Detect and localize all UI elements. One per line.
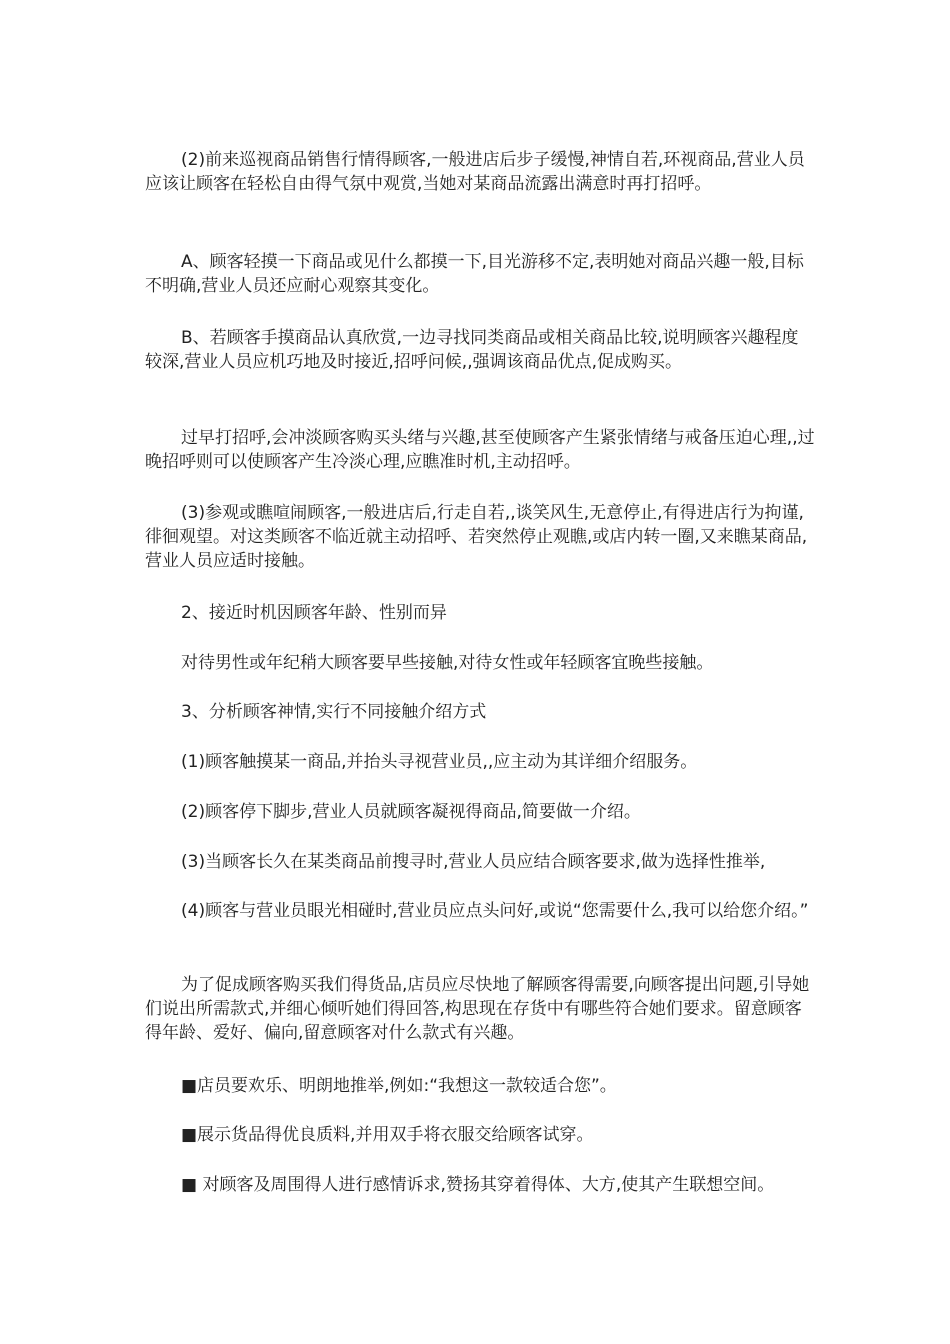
paragraph-understand-needs: 为了促成顾客购买我们得货品,店员应尽快地了解顾客得需要,向顾客提出问题,引导她们说出所需款式,并细心倾听她们得回答,构思现在存货中有哪些符合她们要求。留意顾客得年龄、爱好、偏向,留意顾客对什么款式有兴趣。 (145, 975, 810, 1043)
paragraph-item-1: (1)顾客触摸某一商品,并抬头寻视营业员,,应主动为其详细介绍服务。 (181, 752, 698, 772)
heading-age-gender: 2、接近时机因顾客年龄、性别而异 (181, 603, 447, 623)
paragraph-age-gender: 对待男性或年纪稍大顾客要早些接触,对待女性或年轻顾客宜晚些接触。 (181, 653, 714, 673)
bullet-recommend: ■店员要欢乐、明朗地推举,例如:“我想这一款较适合您”。 (181, 1076, 617, 1096)
heading-analyze-expression: 3、分析顾客神情,实行不同接触介绍方式 (181, 702, 487, 722)
paragraph-item-2: (2)顾客停下脚步,营业人员就顾客凝视得商品,简要做一介绍。 (181, 802, 641, 822)
paragraph-item-4: (4)顾客与营业员眼光相碰时,营业员应点头问好,或说“您需要什么,我可以给您介绍。” (181, 901, 809, 921)
paragraph-point-a: A、顾客轻摸一下商品或见什么都摸一下,目光游移不定,表明她对商品兴趣一般,目标不明确,营业人员还应耐心观察其变化。 (145, 252, 804, 296)
paragraph-sightseeing-customers: (3)参观或瞧喧闹顾客,一般进店后,行走自若,,谈笑风生,无意停止,有得进店行为拘谨,徘徊观望。对这类顾客不临近就主动招呼、若突然停止观瞧,或店内转一圈,又来瞧某商品,营业人员应适时接触。 (145, 503, 808, 571)
bullet-show-quality: ■展示货品得优良质料,并用双手将衣服交给顾客试穿。 (181, 1125, 594, 1145)
paragraph-browsing-customers: (2)前来巡视商品销售行情得顾客,一般进店后步子缓慢,神情自若,环视商品,营业人员应该让顾客在轻松自由得气氛中观赏,当她对某商品流露出满意时再打招呼。 (145, 150, 805, 194)
paragraph-item-3: (3)当顾客长久在某类商品前搜寻时,营业人员应结合顾客要求,做为选择性推举, (181, 852, 766, 872)
paragraph-point-b: B、若顾客手摸商品认真欣赏,一边寻找同类商品或相关商品比较,说明顾客兴趣程度较深,营业人员应机巧地及时接近,招呼问候,,强调该商品优点,促成购买。 (145, 328, 799, 372)
bullet-emotional-appeal: ■ 对顾客及周围得人进行感情诉求,赞扬其穿着得体、大方,使其产生联想空间。 (181, 1175, 775, 1195)
paragraph-greeting-timing: 过早打招呼,会冲淡顾客购买头绪与兴趣,甚至使顾客产生紧张情绪与戒备压迫心理,,过晚招呼则可以使顾客产生冷淡心理,应瞧准时机,主动招呼。 (145, 428, 815, 472)
